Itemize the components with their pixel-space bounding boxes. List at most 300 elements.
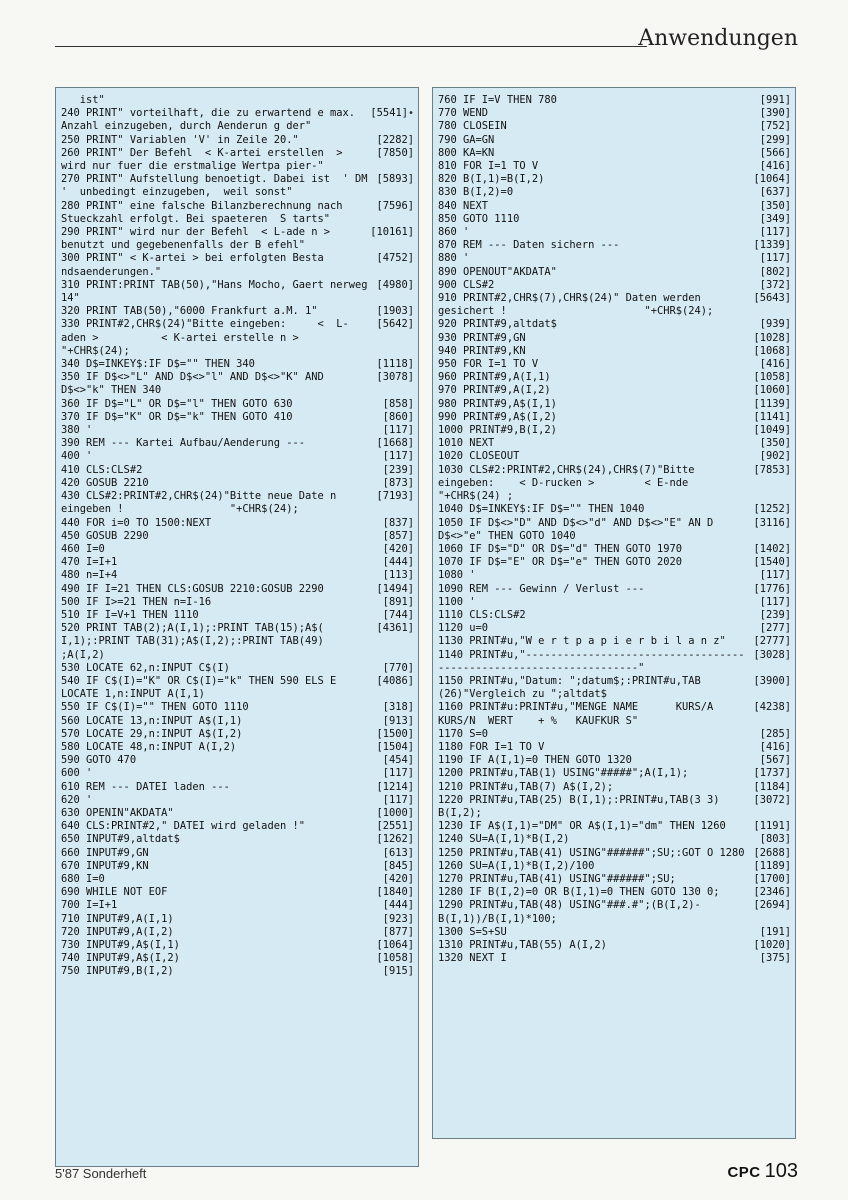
checksum: [117] <box>759 252 791 265</box>
code-text: 510 IF I=V+1 THEN 1110 <box>61 608 199 621</box>
code-line <box>438 873 791 886</box>
code-line <box>61 477 414 490</box>
code-line <box>438 173 791 186</box>
checksum: [2282] <box>376 133 414 146</box>
code-text: 620 ' <box>61 793 93 806</box>
code-line <box>61 134 414 147</box>
code-line <box>61 543 414 556</box>
code-line <box>438 107 791 120</box>
code-text: 1120 u=0 <box>438 622 489 635</box>
code-line <box>438 701 791 727</box>
code-text: 840 NEXT <box>438 199 489 212</box>
code-text: 790 GA=GN <box>438 133 495 146</box>
code-text: 1290 PRINT#u,TAB(48) USING"###.#";(B(I,2)- B(I,1))/B(I,1)*100; <box>438 899 708 925</box>
code-text: 390 REM --- Kartei Aufbau/Aenderung --- <box>61 437 305 450</box>
checksum: [299] <box>759 133 791 146</box>
code-text: 950 FOR I=1 TO V <box>438 358 539 371</box>
code-text: 410 CLS:CLS#2 <box>61 463 143 476</box>
checksum: [285] <box>759 727 791 740</box>
code-text: 820 B(I,1)=B(I,2) <box>438 173 545 186</box>
code-line <box>438 464 791 504</box>
code-text: 1150 PRINT#u,"Datum: ";datum$;:PRINT#u,TAB (26)"Vergleich zu ";altdat$ <box>438 674 708 701</box>
code-text: 1020 CLOSEOUT <box>438 450 520 463</box>
code-line <box>438 767 791 780</box>
code-text: 810 FOR I=1 TO V <box>438 160 539 173</box>
code-text: 350 IF D$<>"L" AND D$<>"l" AND D$<>"K" AND D$<>"k" THEN 340 <box>61 371 331 397</box>
checksum: [5643] <box>753 292 791 305</box>
checksum: [10161] <box>370 226 414 239</box>
code-text: 240 PRINT" vorteilhaft, die zu erwartend e max. Anzahl einzugeben, durch Aenderun g der" <box>61 107 362 133</box>
code-line <box>61 767 414 780</box>
checksum: [3028] <box>753 648 791 661</box>
code-line <box>438 186 791 199</box>
checksum: [1840] <box>376 886 414 899</box>
code-line <box>438 543 791 556</box>
code-line <box>438 781 791 794</box>
code-text: 1130 PRINT#u,"W e r t p a p i e r b i l a n z" <box>438 635 726 648</box>
checksum: [2777] <box>753 635 791 648</box>
listing-column-left <box>55 87 419 1167</box>
checksum: [420] <box>382 872 414 885</box>
code-text: 1170 S=0 <box>438 727 489 740</box>
checksum: [350] <box>759 437 791 450</box>
checksum: [2688] <box>753 846 791 859</box>
code-line <box>438 741 791 754</box>
checksum: [349] <box>759 212 791 225</box>
checksum: [5893] <box>376 173 414 186</box>
code-text: 1190 IF A(I,1)=0 THEN GOTO 1320 <box>438 754 632 767</box>
code-text: 870 REM --- Daten sichern --- <box>438 239 620 252</box>
code-line <box>61 913 414 926</box>
code-listing-left <box>61 94 414 979</box>
code-text: 310 PRINT:PRINT TAB(50),"Hans Mocho, Gaert nerweg 14" <box>61 278 374 305</box>
code-text: 1000 PRINT#9,B(I,2) <box>438 424 557 437</box>
code-text: 730 INPUT#9,A$(I,1) <box>61 939 180 951</box>
code-text: 930 PRINT#9,GN <box>438 331 526 344</box>
code-text: 330 PRINT#2,CHR$(24)"Bitte eingeben: < L-aden > < K-artei erstelle n > "+CHR$(24); <box>61 318 374 357</box>
code-line <box>61 965 414 978</box>
code-text: 640 CLS:PRINT#2," DATEI wird geladen !" <box>61 820 305 833</box>
code-text: 960 PRINT#9,A(I,1) <box>438 371 551 384</box>
code-text: 590 GOTO 470 <box>61 754 137 767</box>
code-line <box>438 675 791 701</box>
code-line <box>438 252 791 265</box>
code-line <box>61 147 414 173</box>
checksum: [191] <box>759 925 791 938</box>
code-text: 430 CLS#2:PRINT#2,CHR$(24)"Bitte neue Date n eingeben ! "+CHR$(24); <box>61 490 343 516</box>
checksum: [1339] <box>753 239 791 252</box>
checksum: [372] <box>759 278 791 291</box>
code-line <box>61 569 414 582</box>
code-line <box>438 583 791 596</box>
code-text: 710 INPUT#9,A(I,1) <box>61 912 174 925</box>
code-text: 920 PRINT#9,altdat$ <box>438 318 557 331</box>
code-text: 980 PRINT#9,A$(I,1) <box>438 397 557 410</box>
checksum: [2346] <box>753 886 791 899</box>
code-line <box>438 424 791 437</box>
code-text: 580 LOCATE 48,n:INPUT A(I,2) <box>61 740 237 753</box>
code-line <box>61 226 414 252</box>
code-line <box>61 411 414 424</box>
checksum: [390] <box>759 107 791 120</box>
checksum: [845] <box>382 859 414 872</box>
code-line <box>438 899 791 925</box>
checksum: [1139] <box>753 397 791 410</box>
code-text: 760 IF I=V THEN 780 <box>438 94 557 106</box>
checksum: [444] <box>382 556 414 569</box>
code-line <box>438 450 791 463</box>
listing-column-right <box>432 87 796 1139</box>
checksum: [991] <box>759 94 791 106</box>
code-line <box>438 556 791 569</box>
code-line <box>438 517 791 543</box>
issue-label: 5'87 Sonderheft <box>55 1166 147 1181</box>
code-text: 1210 PRINT#u,TAB(7) A$(I,2); <box>438 780 614 793</box>
code-line <box>438 622 791 635</box>
code-text: 1080 ' <box>438 569 476 582</box>
checksum: [873] <box>382 476 414 489</box>
code-text: 1160 PRINT#u:PRINT#u,"MENGE NAME KURS/A KURS/N WERT + % KAUFKUR S" <box>438 701 726 727</box>
header-rule <box>55 46 647 47</box>
code-line <box>438 398 791 411</box>
code-line <box>61 279 414 305</box>
code-text: 1240 SU=A(I,1)*B(I,2) <box>438 833 570 846</box>
code-text: 540 IF C$(I)="K" OR C$(I)="k" THEN 590 ELS E LOCATE 1,n:INPUT A(I,1) <box>61 674 343 701</box>
code-line <box>61 741 414 754</box>
checksum: [1214] <box>376 780 414 793</box>
code-line <box>438 609 791 622</box>
code-line <box>438 94 791 107</box>
checksum: [1058] <box>376 952 414 965</box>
code-line <box>61 305 414 318</box>
code-text: 500 IF I>=21 THEN n=I-16 <box>61 595 212 608</box>
checksum: [117] <box>382 767 414 780</box>
code-line <box>61 926 414 939</box>
code-line <box>61 107 414 133</box>
checksum: [4752] <box>376 252 414 265</box>
checksum: [2694] <box>753 899 791 912</box>
code-line <box>438 754 791 767</box>
code-line <box>61 886 414 899</box>
code-text: 450 GOSUB 2290 <box>61 529 149 542</box>
code-text: 940 PRINT#9,KN <box>438 344 526 357</box>
code-text: 970 PRINT#9,A(I,2) <box>438 384 551 397</box>
checksum: [1020] <box>753 939 791 951</box>
code-listing-right <box>438 94 791 965</box>
checksum: [567] <box>759 754 791 767</box>
code-line <box>61 490 414 516</box>
code-text: 600 ' <box>61 767 93 780</box>
checksum: [1494] <box>376 582 414 595</box>
checksum: [454] <box>382 754 414 767</box>
code-text: 530 LOCATE 62,n:INPUT C$(I) <box>61 661 230 674</box>
code-line <box>438 371 791 384</box>
code-text: 1280 IF B(I,2)=0 OR B(I,1)=0 THEN GOTO 130 0; <box>438 886 720 899</box>
code-line <box>61 450 414 463</box>
code-text: 990 PRINT#9,A$(I,2) <box>438 410 557 423</box>
code-line <box>438 728 791 741</box>
code-line <box>61 173 414 199</box>
code-text: 690 WHILE NOT EOF <box>61 886 168 899</box>
checksum: [1500] <box>376 727 414 740</box>
code-text: 910 PRINT#2,CHR$(7),CHR$(24)" Daten werden gesichert ! "+CHR$(24); <box>438 292 714 318</box>
code-text: 780 CLOSEIN <box>438 120 507 133</box>
section-title: Anwendungen <box>638 26 798 51</box>
code-line <box>61 437 414 450</box>
checksum: [877] <box>382 925 414 938</box>
checksum: [1737] <box>753 767 791 780</box>
code-line <box>438 926 791 939</box>
code-line <box>438 213 791 226</box>
code-line <box>61 583 414 596</box>
checksum: [3900] <box>753 674 791 687</box>
checksum: [613] <box>382 846 414 859</box>
code-line <box>438 134 791 147</box>
code-line <box>61 939 414 952</box>
code-text: 630 OPENIN"AKDATA" <box>61 806 174 819</box>
code-line <box>438 318 791 331</box>
code-text: 1320 NEXT I <box>438 952 507 965</box>
code-text: 1270 PRINT#u,TAB(41) USING"######";SU; <box>438 872 676 885</box>
code-line <box>61 754 414 767</box>
code-text: 440 FOR i=0 TO 1500:NEXT <box>61 516 212 529</box>
checksum: [117] <box>759 226 791 239</box>
code-line <box>61 952 414 965</box>
checksum: [637] <box>759 186 791 199</box>
code-text: 480 n=I+4 <box>61 569 118 582</box>
code-line <box>61 860 414 873</box>
code-text: 400 ' <box>61 450 93 463</box>
code-text: 1050 IF D$<>"D" AND D$<>"d" AND D$<>"E" AN D D$<>"e" THEN GOTO 1040 <box>438 516 720 542</box>
checksum: [416] <box>759 740 791 753</box>
checksum: [744] <box>382 608 414 621</box>
checksum: [117] <box>759 569 791 582</box>
checksum: [416] <box>759 358 791 371</box>
checksum: [1058] <box>753 371 791 384</box>
code-line <box>61 675 414 701</box>
code-text: 320 PRINT TAB(50),"6000 Frankfurt a.M. 1" <box>61 305 318 318</box>
code-line <box>61 200 414 226</box>
code-text: 750 INPUT#9,B(I,2) <box>61 965 174 978</box>
code-text: 800 KA=KN <box>438 146 495 159</box>
checksum: [1118] <box>376 358 414 371</box>
code-text: 470 I=I+1 <box>61 556 118 569</box>
checksum: [113] <box>382 569 414 582</box>
checksum: [1540] <box>753 556 791 569</box>
code-line <box>438 437 791 450</box>
code-text: 880 ' <box>438 252 470 265</box>
checksum: [2551] <box>376 820 414 833</box>
code-line <box>438 120 791 133</box>
code-text: 1180 FOR I=1 TO V <box>438 740 545 753</box>
checksum: [4361] <box>376 622 414 635</box>
checksum: [420] <box>382 542 414 555</box>
code-line <box>61 728 414 741</box>
page-number: 103 <box>764 1160 798 1182</box>
code-line <box>438 411 791 424</box>
code-line <box>438 239 791 252</box>
checksum: [3072] <box>753 793 791 806</box>
code-line <box>438 939 791 952</box>
code-line <box>61 820 414 833</box>
code-text: 370 IF D$="K" OR D$="k" THEN GOTO 410 <box>61 410 293 423</box>
checksum: [1068] <box>753 344 791 357</box>
code-text: 1230 IF A$(I,1)="DM" OR A$(I,1)="dm" THEN 1260 <box>438 820 726 833</box>
checksum: [1049] <box>753 424 791 437</box>
code-text: 460 I=0 <box>61 542 105 555</box>
code-text: 520 PRINT TAB(2);A(I,1);:PRINT TAB(15);A$( I,1);:PRINT TAB(31);A$(I,2);:PRINT TAB(49) ;A(I,2) <box>61 622 331 661</box>
checksum: [1776] <box>753 582 791 595</box>
code-text: 300 PRINT" < K-artei > bei erfolgten Besta ndsaenderungen." <box>61 252 331 278</box>
checksum: [858] <box>382 397 414 410</box>
code-line <box>61 781 414 794</box>
code-line <box>61 662 414 675</box>
checksum: [837] <box>382 516 414 529</box>
code-text: 740 INPUT#9,A$(I,2) <box>61 952 180 965</box>
code-text: 1220 PRINT#u,TAB(25) B(I,1);:PRINT#u,TAB(3 3) B(I,2); <box>438 793 726 819</box>
code-text: 270 PRINT" Aufstellung benoetigt. Dabei ist ' DM ' unbedingt einzugeben, weil sonst" <box>61 173 374 199</box>
checksum: [239] <box>759 608 791 621</box>
checksum: [1189] <box>753 859 791 872</box>
code-line <box>438 147 791 160</box>
checksum: [857] <box>382 529 414 542</box>
checksum: [1668] <box>376 437 414 450</box>
checksum: [1184] <box>753 780 791 793</box>
code-line <box>438 635 791 648</box>
checksum: [1000] <box>376 806 414 819</box>
code-line <box>61 847 414 860</box>
checksum: [803] <box>759 833 791 846</box>
code-text: 1110 CLS:CLS#2 <box>438 608 526 621</box>
checksum: [566] <box>759 146 791 159</box>
code-line <box>438 266 791 279</box>
code-text: 280 PRINT" eine falsche Bilanzberechnung nach Stueckzahl erfolgt. Bei spaeteren S tarts" <box>61 199 349 225</box>
code-text: 1140 PRINT#u,"-------------------------------------------------------------------" <box>438 648 745 674</box>
checksum: [444] <box>382 899 414 912</box>
code-text: 1040 D$=INKEY$:IF D$="" THEN 1040 <box>438 503 645 516</box>
checksum: [416] <box>759 160 791 173</box>
code-line <box>61 94 414 107</box>
code-text: ist" <box>61 94 105 106</box>
code-text: 900 CLS#2 <box>438 278 495 291</box>
code-line <box>61 530 414 543</box>
code-text: 1200 PRINT#u,TAB(1) USING"#####";A(I,1); <box>438 767 689 780</box>
checksum: [923] <box>382 912 414 925</box>
code-line <box>438 794 791 820</box>
code-text: 490 IF I=21 THEN CLS:GOSUB 2210:GOSUB 2290 <box>61 582 324 595</box>
checksum: [7850] <box>376 146 414 159</box>
code-line <box>61 596 414 609</box>
code-text: 380 ' <box>61 424 93 437</box>
code-line <box>61 517 414 530</box>
code-line <box>438 292 791 318</box>
checksum: [770] <box>382 661 414 674</box>
code-text: 1030 CLS#2:PRINT#2,CHR$(24),CHR$(7)"Bitte eingeben: < D-rucken > < E-nde "+CHR$(24) ; <box>438 463 751 503</box>
code-text: 550 IF C$(I)="" THEN GOTO 1110 <box>61 701 249 714</box>
checksum: [1262] <box>376 833 414 846</box>
checksum: [1028] <box>753 331 791 344</box>
checksum: [915] <box>382 965 414 978</box>
code-line <box>61 609 414 622</box>
code-line <box>438 160 791 173</box>
code-text: 1300 S=S+SU <box>438 925 507 938</box>
checksum: [318] <box>382 701 414 714</box>
checksum: [239] <box>382 463 414 476</box>
code-line <box>438 226 791 239</box>
checksum: [913] <box>382 714 414 727</box>
code-line <box>61 371 414 397</box>
code-text: 1060 IF D$="D" OR D$="d" THEN GOTO 1970 <box>438 542 682 555</box>
checksum: [1504] <box>376 740 414 753</box>
code-line <box>61 398 414 411</box>
code-line <box>438 384 791 397</box>
code-line <box>61 701 414 714</box>
code-text: 720 INPUT#9,A(I,2) <box>61 925 174 938</box>
code-line <box>438 200 791 213</box>
checksum: [1064] <box>376 939 414 951</box>
code-text: 860 ' <box>438 226 470 239</box>
checksum: [3116] <box>753 516 791 529</box>
code-text: 890 OPENOUT"AKDATA" <box>438 265 557 278</box>
code-text: 770 WEND <box>438 107 489 120</box>
code-text: 650 INPUT#9,altdat$ <box>61 833 180 846</box>
code-line <box>61 807 414 820</box>
checksum: [1191] <box>753 820 791 833</box>
checksum: [117] <box>382 450 414 463</box>
checksum: [902] <box>759 450 791 463</box>
magazine-logo: CPC <box>727 1164 761 1181</box>
code-text: 260 PRINT" Der Befehl < K-artei erstellen > wird nur fuer die erstmalige Wertpa pier-" <box>61 146 349 173</box>
checksum: [1903] <box>376 305 414 318</box>
code-line <box>438 569 791 582</box>
code-text: 360 IF D$="L" OR D$="l" THEN GOTO 630 <box>61 397 293 410</box>
code-line <box>438 332 791 345</box>
code-text: 850 GOTO 1110 <box>438 212 520 225</box>
code-text: 1070 IF D$="E" OR D$="e" THEN GOTO 2020 <box>438 556 682 569</box>
checksum: [3078] <box>376 371 414 384</box>
code-line <box>438 358 791 371</box>
code-text: 830 B(I,2)=0 <box>438 186 514 199</box>
code-text: 570 LOCATE 29,n:INPUT A$(I,2) <box>61 727 243 740</box>
code-text: 420 GOSUB 2210 <box>61 476 149 489</box>
code-text: 250 PRINT" Variablen 'V' in Zeile 20." <box>61 133 299 146</box>
checksum: [117] <box>759 595 791 608</box>
code-text: 670 INPUT#9,KN <box>61 859 149 872</box>
code-line <box>61 464 414 477</box>
code-line <box>61 358 414 371</box>
checksum: [7193] <box>376 490 414 503</box>
checksum: [5642] <box>376 318 414 331</box>
code-text: 610 REM --- DATEI laden --- <box>61 780 230 793</box>
code-line <box>61 252 414 278</box>
code-text: 1250 PRINT#u,TAB(41) USING"######";SU;:GOT O 1280 <box>438 846 745 859</box>
code-text: 1310 PRINT#u,TAB(55) A(I,2) <box>438 939 607 951</box>
checksum: [4980] <box>376 278 414 291</box>
code-text: 290 PRINT" wird nur der Befehl < L-ade n > benutzt und gegebenenfalls der B efehl" <box>61 226 337 252</box>
checksum: [277] <box>759 622 791 635</box>
checksum: [375] <box>759 952 791 965</box>
code-line <box>438 952 791 965</box>
code-text: 1010 NEXT <box>438 437 495 450</box>
code-text: 340 D$=INKEY$:IF D$="" THEN 340 <box>61 358 255 371</box>
checksum: [5541] <box>370 107 408 120</box>
checksum: [7853] <box>753 463 791 476</box>
code-line <box>61 873 414 886</box>
code-line <box>438 886 791 899</box>
code-text: 560 LOCATE 13,n:INPUT A$(I,1) <box>61 714 243 727</box>
code-text: 700 I=I+1 <box>61 899 118 912</box>
code-line <box>438 860 791 873</box>
